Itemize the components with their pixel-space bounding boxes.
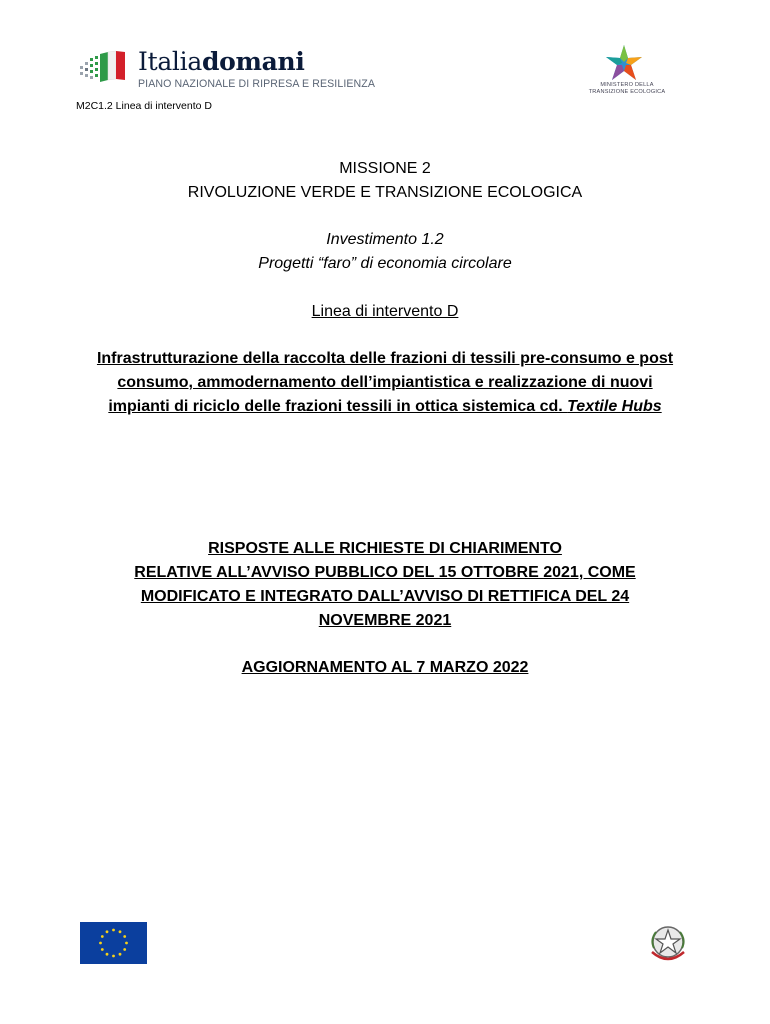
italiadomani-subtitle: PIANO NAZIONALE DI RIPRESA E RESILIENZA [138,78,376,90]
italiadomani-logo [78,48,378,96]
italian-emblem-icon [646,922,690,966]
investment-title: Investimento 1.2 Progetti “faro” di economia circolare [258,231,512,272]
eu-flag-icon [80,922,147,964]
italiadomani-flag-icon [78,48,130,88]
linea-heading: Linea di intervento D [311,303,459,320]
ministry-name: MINISTERO DELLA TRANSIZIONE ECOLOGICA [588,82,666,95]
reference-code: M2C1.2 Linea di intervento D [76,100,212,112]
intervention-description: Infrastrutturazione della raccolta delle frazioni di tessili pre-consumo e post consumo, ammodernamento dell’impiantistica e realizzazione di nuovi impianti di riciclo delle frazioni tessili in ottica sistemica cd. Textile Hubs [96,350,674,415]
responses-heading: RISPOSTE ALLE RICHIESTE DI CHIARIMENTO RELATIVE ALL’AVVISO PUBBLICO DEL 15 OTTOBRE 2021, COME MODIFICATO E INTEGRATO DALL’AVVISO DI RETTIFICA DEL 24 NOVEMBRE 2021 [134,540,636,629]
ministry-star-icon [602,44,646,82]
mission-title: MISSIONE 2 RIVOLUZIONE VERDE E TRANSIZIONE ECOLOGICA [187,160,583,201]
update-date: AGGIORNAMENTO AL 7 MARZO 2022 [241,659,529,676]
ministry-logo [584,44,666,98]
italiadomani-wordmark: Italiadomani [138,47,305,76]
